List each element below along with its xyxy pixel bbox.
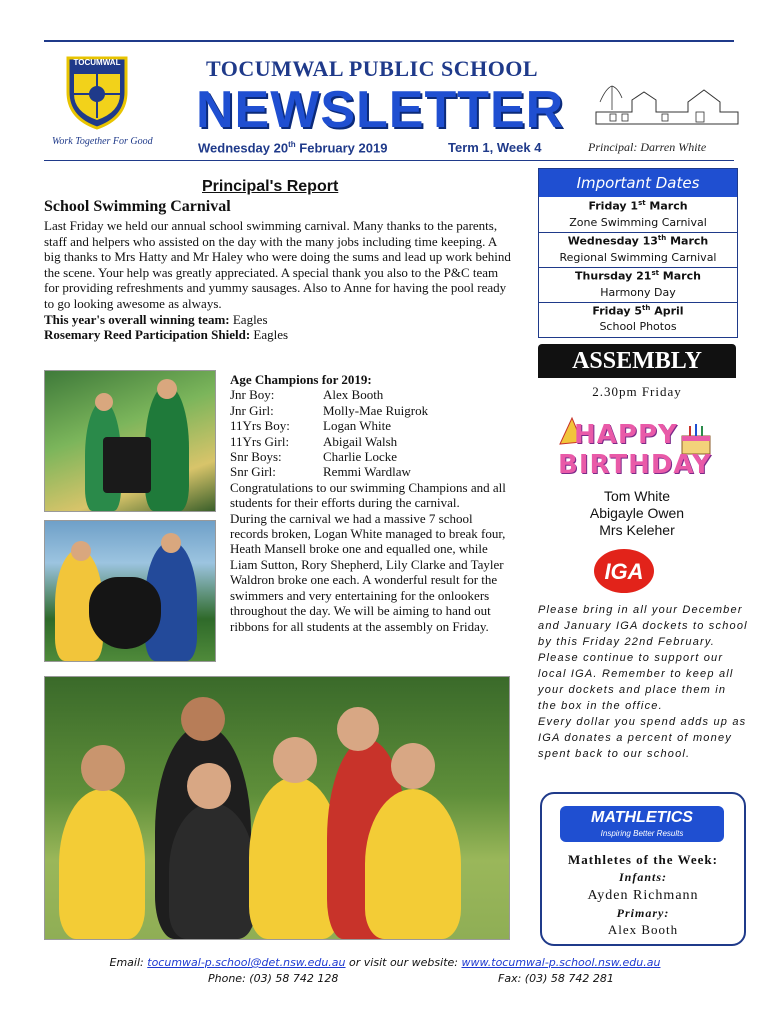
champion-row: Jnr Boy: Alex Booth [230,387,384,403]
mathletics-logo: MATHLETICS Inspiring Better Results [560,806,724,842]
champion-row: Snr Boys: Charlie Locke [230,449,397,465]
principal-name: Principal: Darren White [588,140,707,154]
infants-label: Infants: [618,870,667,884]
term-week: Term 1, Week 4 [448,140,542,155]
iga-notice [538,602,748,762]
birthday-name: Tom White [603,488,671,504]
swimming-carnival-heading: School Swimming Carnival [44,198,231,215]
date-item-3: Thursday 21st March [575,269,701,283]
photo-trophy-winners [44,370,216,512]
iga-paragraph-3: Every dollar you spend adds up as IGA donates a percent of money spent back to our school. [538,716,747,760]
mathletes-box [540,792,746,946]
birthday-text: BIRTHDAY [558,450,712,480]
important-dates-title: Important Dates [539,169,737,197]
participation-shield-line: Rosemary Reed Participation Shield: Eagles [44,327,289,343]
photo-shield-winners [44,520,216,662]
footer-fax: Fax: (03) 58 742 281 [498,972,614,985]
birthday-names [556,488,718,539]
champion-row: Snr Girl: Remmi Wardlaw [230,464,411,480]
report-paragraph: Last Friday we held our annual school swimming carnival. Many thanks to the parents, staff and helpers who assisted on the day with the many jobs including time keeping. A big thanks to Mrs Hatty and Mr Haley who were doing the sums and lead up work behind the scene. Your help was greatly appreciated. A special thank you also to the P&C team for providing refreshments and yummy sausages. Also to Anne for having the pool ready to go looking awesome as always. [44,218,511,311]
newsletter-banner: NEWSLETTER [196,81,565,139]
champion-row: 11Yrs Boy: Logan White [230,418,391,434]
age-champions-heading: Age Champions for 2019: [230,372,372,387]
footer-contact: Email: tocumwal-p.school@det.nsw.edu.au or visit our website: www.tocumwal-p.school.nsw.edu.au [109,956,661,969]
date-divider [539,267,737,268]
school-name: TOCUMWAL PUBLIC SCHOOL [206,56,539,81]
birthday-name: Mrs Keleher [599,522,675,538]
date-item-2: Wednesday 13th March [567,234,709,248]
website-link[interactable]: www.tocumwal-p.school.nsw.edu.au [461,956,661,969]
champion-row: 11Yrs Girl: Abigail Walsh [230,433,398,449]
date-item-1: Friday 1st March [588,199,688,213]
primary-label: Primary: [616,906,670,920]
assembly-banner: ASSEMBLY [538,344,736,378]
iga-logo-icon [592,546,656,596]
date-divider [539,302,737,303]
date-divider [539,232,737,233]
school-motto: Work Together For Good [52,136,153,147]
date-item-4: Friday 5th April [592,304,684,318]
congratulations-text: Congratulations to our swimming Champions and all students for their efforts during the carnival. [230,479,506,511]
iga-paragraph-1: Please bring in all your December and January IGA dockets to school by this Friday 22nd February. [538,604,748,648]
records-text: During the carnival we had a massive 7 school records broken, Logan White managed to break four, Heath Mansell broke one and equalled one, while Liam Sutton, Rory Shepherd, Lily Clarke and Tayler Waldron broke one each. A wonderful result for the swimmers and very entertaining for the onlookers throughout the day. We will be aiming to hand out ribbons for all students at the assembly on Friday. [230,510,506,634]
assembly-time: 2.30pm Friday [592,384,682,399]
age-champions-section [230,372,510,634]
infants-name: Ayden Richmann [587,888,699,903]
crest-label: TOCUMWAL [73,58,121,67]
date-event-3: Harmony Day [600,286,676,299]
iga-logo-text: IGA [604,559,644,584]
date-event-4: School Photos [599,320,677,333]
primary-name: Alex Booth [607,922,679,937]
footer-phone: Phone: (03) 58 742 128 [208,972,339,985]
happy-text: HAPPY [574,420,678,450]
champion-row: Jnr Girl: Molly-Mae Ruigrok [230,402,429,418]
happy-birthday-graphic [556,416,716,486]
date-event-2: Regional Swimming Carnival [559,251,717,264]
mathletes-heading: Mathletes of the Week: [568,852,718,867]
school-building-icon [592,82,742,130]
important-dates-box [538,168,738,338]
photo-age-champions [44,676,510,940]
winning-team-line: This year's overall winning team: Eagles [44,311,268,327]
principals-report-heading: Principal's Report [202,178,339,195]
date-event-1: Zone Swimming Carnival [569,216,707,229]
top-rule [44,40,734,42]
birthday-name: Abigayle Owen [589,505,685,521]
header-rule [44,160,734,161]
assembly-panel [538,344,736,406]
issue-date: Wednesday 20th February 2019 [198,140,388,156]
iga-paragraph-2: Please continue to support our local IGA. Remember to keep all your dockets and place them in the box in the office. [538,652,734,712]
email-link[interactable]: tocumwal-p.school@det.nsw.edu.au [147,956,346,969]
report-body [44,218,516,343]
